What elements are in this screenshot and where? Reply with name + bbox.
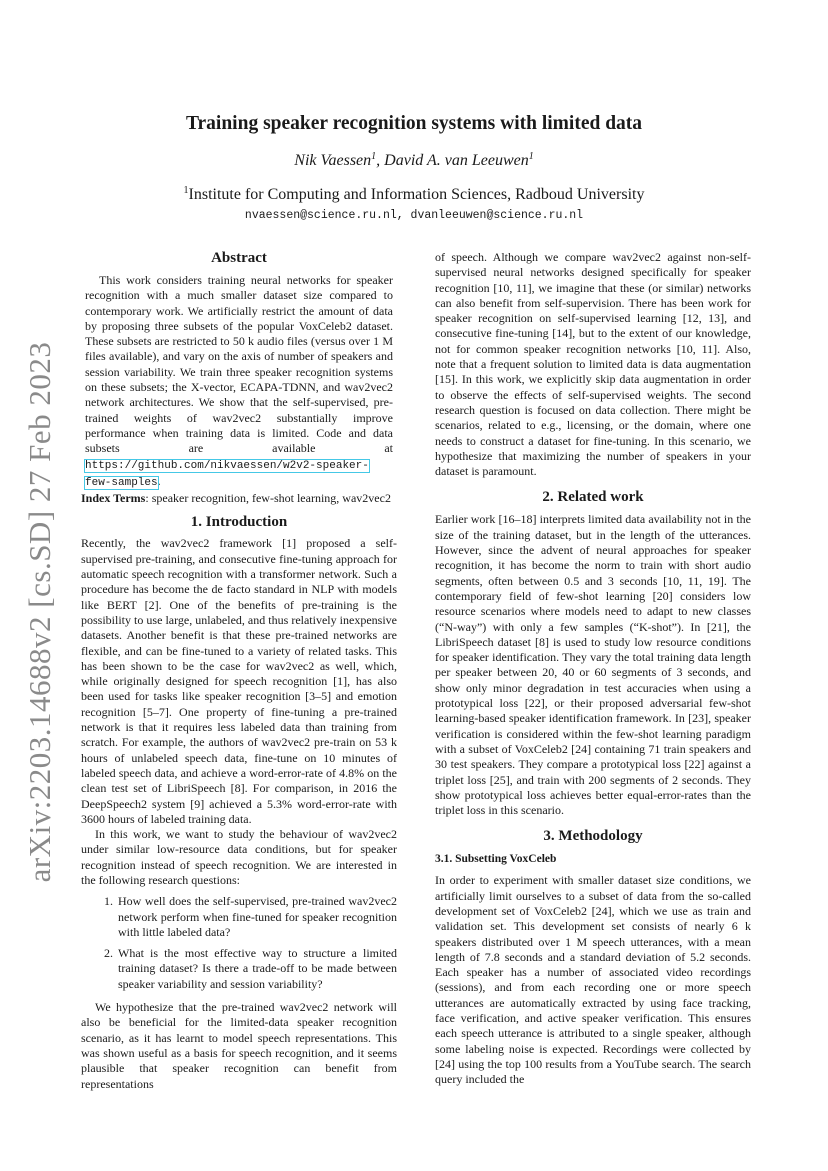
section-methodology-heading: 3. Methodology xyxy=(543,828,643,845)
author-emails: nvaessen@science.ru.nl, dvanleeuwen@science.ru.nl xyxy=(244,209,584,222)
arxiv-sidebar-stamp xyxy=(20,341,60,883)
author-2: David A. van Leeuwen xyxy=(384,152,529,169)
intro-paragraph-4: of speech. Although we compare wav2vec2 against non-self-supervised neural networks designed specifically for speaker recognition [10, 11], we imagine that these (or similar) networks can also benefit from self-supervision. There has been work for speaker recognition on self-supervised learning [12, 13], and consecutive fine-tuning [14], but to the extent of our knowledge, not for common speaker recognition networks [10, 11]. Also, note that a frequent solution to limited data is data augmentation [15]. In this work, we explicitly skip data augmentation in order to observe the effects of self-supervised weights. The second research question is focused on data collection. There might be scenarios, related to e.g., licensing, or the domain, where one needs to construct a dataset for fine-tuning. In this scenario, we hypothesize that maximizing the number of speakers in your dataset is paramount. xyxy=(435,250,751,479)
intro-paragraph-2: In this work, we want to study the behaviour of wav2vec2 under similar low-resource data conditions, but for speaker recognition instead of speech recognition. We are interested in the following research questions: xyxy=(81,827,397,887)
index-terms-label: Index Terms xyxy=(81,491,146,506)
index-terms-text: : speaker recognition, few-shot learning, wav2vec2 xyxy=(145,491,391,506)
left-column xyxy=(81,248,397,1092)
related-work-paragraph: Earlier work [16–18] interprets limited data availability not in the size of the training dataset, but in the length of the utterances. However, since the advent of neural approaches for speaker recognition, it has become the norm to train with short audio segments, often between 0.5 and 3 seconds [10, 11, 19]. The contemporary field of few-shot learning [20] considers low resource scenarios where models need to adapt to new classes (“N-way”) with only a few samples (“K-shot”). In [21], the LibriSpeech dataset [8] is used to study low resource conditions for speaker identification. They vary the total training data length per speaker between 20, 40 or 60 segments of 3 seconds, and show only minor degradation in test accuracies when using a prototypical loss [22], or their proposed adversarial few-shot learning-based speaker identification framework. In [23], speaker verification is considered within the few-shot learning paradigm with a subset of VoxCeleb2 [24] containing 71 train speakers and 30 test speakers. They compare a prototypical loss [22] against a triplet loss [25], and train with 200 segments of 2 seconds. They show prototypical loss achieves better equal-error-rates than the triplet loss in this scenario. xyxy=(435,512,751,818)
abstract-text xyxy=(85,273,393,491)
section-related-work-heading: 2. Related work xyxy=(542,489,644,506)
code-repo-link[interactable]: https://github.com/nikvaessen/w2v2-speaker-few-samples xyxy=(85,459,369,489)
arxiv-id: arXiv:2203.14688v2 [cs.SD] 27 Feb 2023 xyxy=(22,341,57,883)
index-terms xyxy=(81,491,397,506)
intro-paragraph-1: Recently, the wav2vec2 framework [1] proposed a self-supervised pre-training, and consecutive fine-tuning approach for automatic speech recognition with a transformer network. Such a procedure has become the de facto standard in NLP with models like BERT [2]. One of the benefits of pre-training is the possibility to use large, unlabeled, and thus relatively inexpensive datasets. Another benefit is that these pre-trained networks are flexible, and can be fine-tuned to a variety of related tasks. This has been shown to be the case for wav2vec2 as well, which, while originally designed for speech recognition [1], has also been used for tasks like speaker recognition [3–5] and emotion recognition [5–7]. One property of fine-tuning a pre-trained network is that it requires less labeled data than training from scratch. For example, the authors of wav2vec2 pre-train on 53 k hours of unlabeled speech data, fine-tune on 10 minutes of labeled speech data, and achieve a word-error-rate of 4.8% on the clean test set of LibriSpeech [8]. For comparison, in 2016 the DeepSpeech2 system [9] achieved a 5.3% word-error-rate with 3600 hours of labeled training data. xyxy=(81,536,397,826)
subsection-subsetting-heading: 3.1. Subsetting VoxCeleb xyxy=(435,853,557,866)
research-question-2: 2. What is the most effective way to structure a limited training dataset? Is there a trade-off to be made between speaker variability and session variability? xyxy=(116,946,397,992)
research-question-1: 1. How well does the self-supervised, pre-trained wav2vec2 network perform when fine-tuned for speaker recognition with little labeled data? xyxy=(116,894,397,940)
abstract-body xyxy=(81,273,397,491)
affiliation-text: Institute for Computing and Information Sciences, Radboud University xyxy=(188,186,645,203)
abstract-main-text: This work considers training neural networks for speaker recognition with a much smaller dataset size compared to contemporary work. We artificially restrict the amount of data by proposing three subsets of the popular VoxCeleb2 dataset. These subsets are restricted to 50 k audio files (versus over 1 M files available), and vary on the axis of number of speakers and session variability. We train three speaker recognition systems on these subsets; the X-vector, ECAPA-TDNN, and wav2vec2 network architectures. We show that the self-supervised, pre-trained weights of wav2vec2 substantially improve performance when training data is limited. Code and data subsets are available at xyxy=(85,273,393,456)
section-introduction-heading: 1. Introduction xyxy=(190,514,288,531)
author-2-affil-mark: 1 xyxy=(528,151,534,162)
affiliation xyxy=(0,186,828,204)
methodology-paragraph-1: In order to experiment with smaller dataset size conditions, we artificially limit ourselves to a subset of data from the so-called development set of VoxCeleb2 [24], which we use as train and validation set. This development set consists of nearly 6 k speakers distributed over 1 M speech utterances, with a mean length of 7.8 seconds and a standard deviation of 5.2 seconds. Each speaker has a number of associated video recordings (sessions), and from each recording one or more speech utterances are automatically extracted by using face tracking, face verification, and active speaker verification. This ensures each speech utterance is attributed to a single speaker, although some labeling noise is expected. Recordings were collected by [24] using the top 100 results from a YouTube search. The search query included the xyxy=(435,873,751,1087)
right-column xyxy=(435,250,751,1088)
author-1: Nik Vaessen xyxy=(294,152,372,169)
affiliation-mark: 1 xyxy=(183,185,189,196)
abstract-heading: Abstract xyxy=(211,250,267,266)
abstract-end: . xyxy=(157,473,161,488)
paper-title: Training speaker recognition systems with limited data xyxy=(185,113,643,134)
research-questions-list xyxy=(81,894,397,992)
intro-paragraph-3: We hypothesize that the pre-trained wav2vec2 network will also be beneficial for the limited-data speaker recognition scenario, as it has learnt to model speech representations. This was shown useful as a basis for speech recognition, and it seems plausible that speaker recognition can benefit from representations xyxy=(81,1000,397,1091)
author-1-affil-mark: 1 xyxy=(371,151,377,162)
author-list: Nik Vaessen$^1$, David A. van Leeuwen$^1$ xyxy=(294,151,534,169)
